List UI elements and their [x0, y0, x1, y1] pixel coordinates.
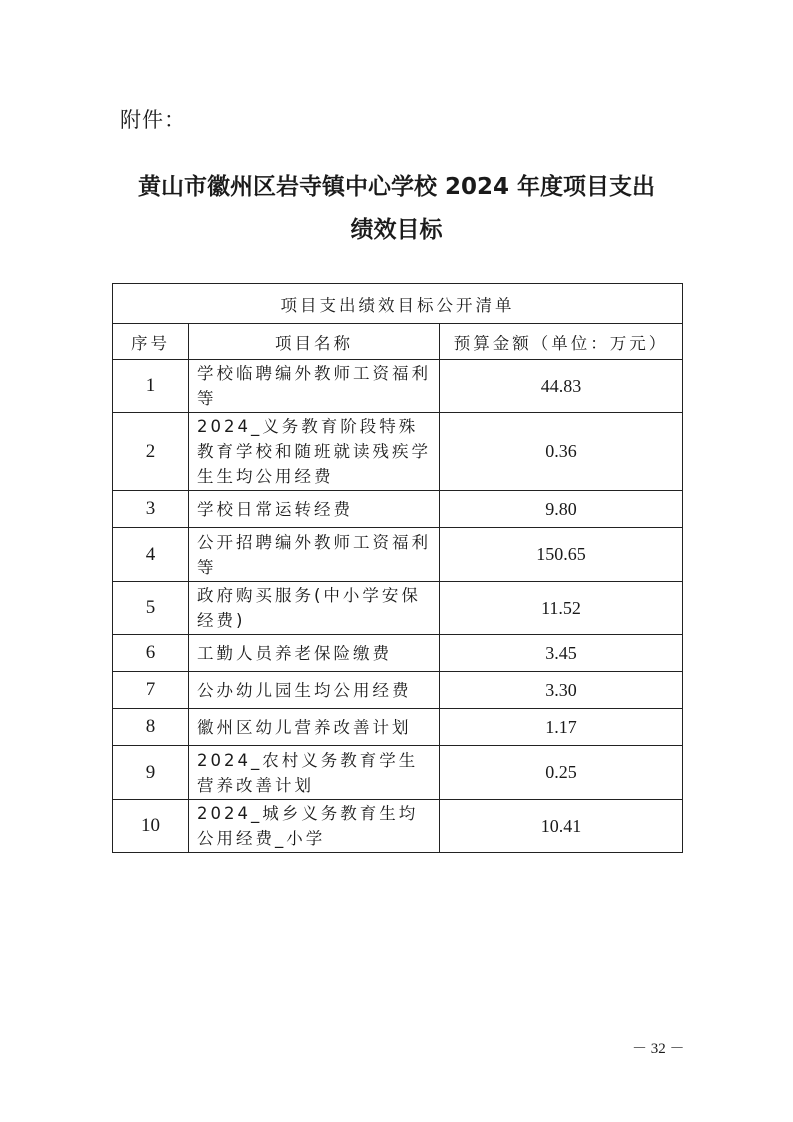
header-serial-number: 序号	[113, 324, 189, 360]
row-amount: 1.17	[440, 709, 683, 746]
row-project-name: 公开招聘编外教师工资福利等	[189, 528, 440, 582]
row-number: 9	[113, 746, 189, 800]
header-project-name: 项目名称	[189, 324, 440, 360]
table-row	[113, 528, 683, 582]
document-title-line-1: 黄山市徽州区岩寺镇中心学校 2024 年度项目支出	[137, 174, 656, 200]
table-caption: 项目支出绩效目标公开清单	[113, 284, 683, 324]
row-project-name: 工勤人员养老保险缴费	[189, 635, 440, 672]
row-amount: 3.30	[440, 672, 683, 709]
row-project-name: 2024_义务教育阶段特殊教育学校和随班就读残疾学生生均公用经费	[189, 413, 440, 491]
table-row	[113, 491, 683, 528]
row-amount: 11.52	[440, 582, 683, 635]
row-amount: 9.80	[440, 491, 683, 528]
row-project-name: 学校日常运转经费	[189, 491, 440, 528]
row-number: 5	[113, 582, 189, 635]
performance-target-table	[112, 283, 683, 853]
row-number: 3	[113, 491, 189, 528]
row-project-name: 政府购买服务(中小学安保经费)	[189, 582, 440, 635]
row-number: 6	[113, 635, 189, 672]
row-project-name: 徽州区幼儿营养改善计划	[189, 709, 440, 746]
document-title-line-2: 绩效目标	[350, 217, 443, 243]
table-row	[113, 709, 683, 746]
row-number: 4	[113, 528, 189, 582]
row-number: 7	[113, 672, 189, 709]
row-number: 10	[113, 800, 189, 853]
table-row	[113, 746, 683, 800]
row-project-name: 公办幼儿园生均公用经费	[189, 672, 440, 709]
row-number: 8	[113, 709, 189, 746]
table-row	[113, 360, 683, 413]
row-project-name: 学校临聘编外教师工资福利等	[189, 360, 440, 413]
row-amount: 0.36	[440, 413, 683, 491]
header-budget-amount: 预算金额（单位：万元）	[440, 324, 683, 360]
row-amount: 150.65	[440, 528, 683, 582]
row-amount: 44.83	[440, 360, 683, 413]
row-number: 1	[113, 360, 189, 413]
attachment-label: 附件：	[120, 108, 186, 132]
page-number: － 32 －	[632, 1041, 685, 1057]
table-row	[113, 672, 683, 709]
table-row	[113, 582, 683, 635]
table-row	[113, 800, 683, 853]
row-project-name: 2024_农村义务教育学生营养改善计划	[189, 746, 440, 800]
row-project-name: 2024_城乡义务教育生均公用经费_小学	[189, 800, 440, 853]
row-amount: 10.41	[440, 800, 683, 853]
row-number: 2	[113, 413, 189, 491]
row-amount: 0.25	[440, 746, 683, 800]
table-row	[113, 635, 683, 672]
row-amount: 3.45	[440, 635, 683, 672]
table-row	[113, 413, 683, 491]
